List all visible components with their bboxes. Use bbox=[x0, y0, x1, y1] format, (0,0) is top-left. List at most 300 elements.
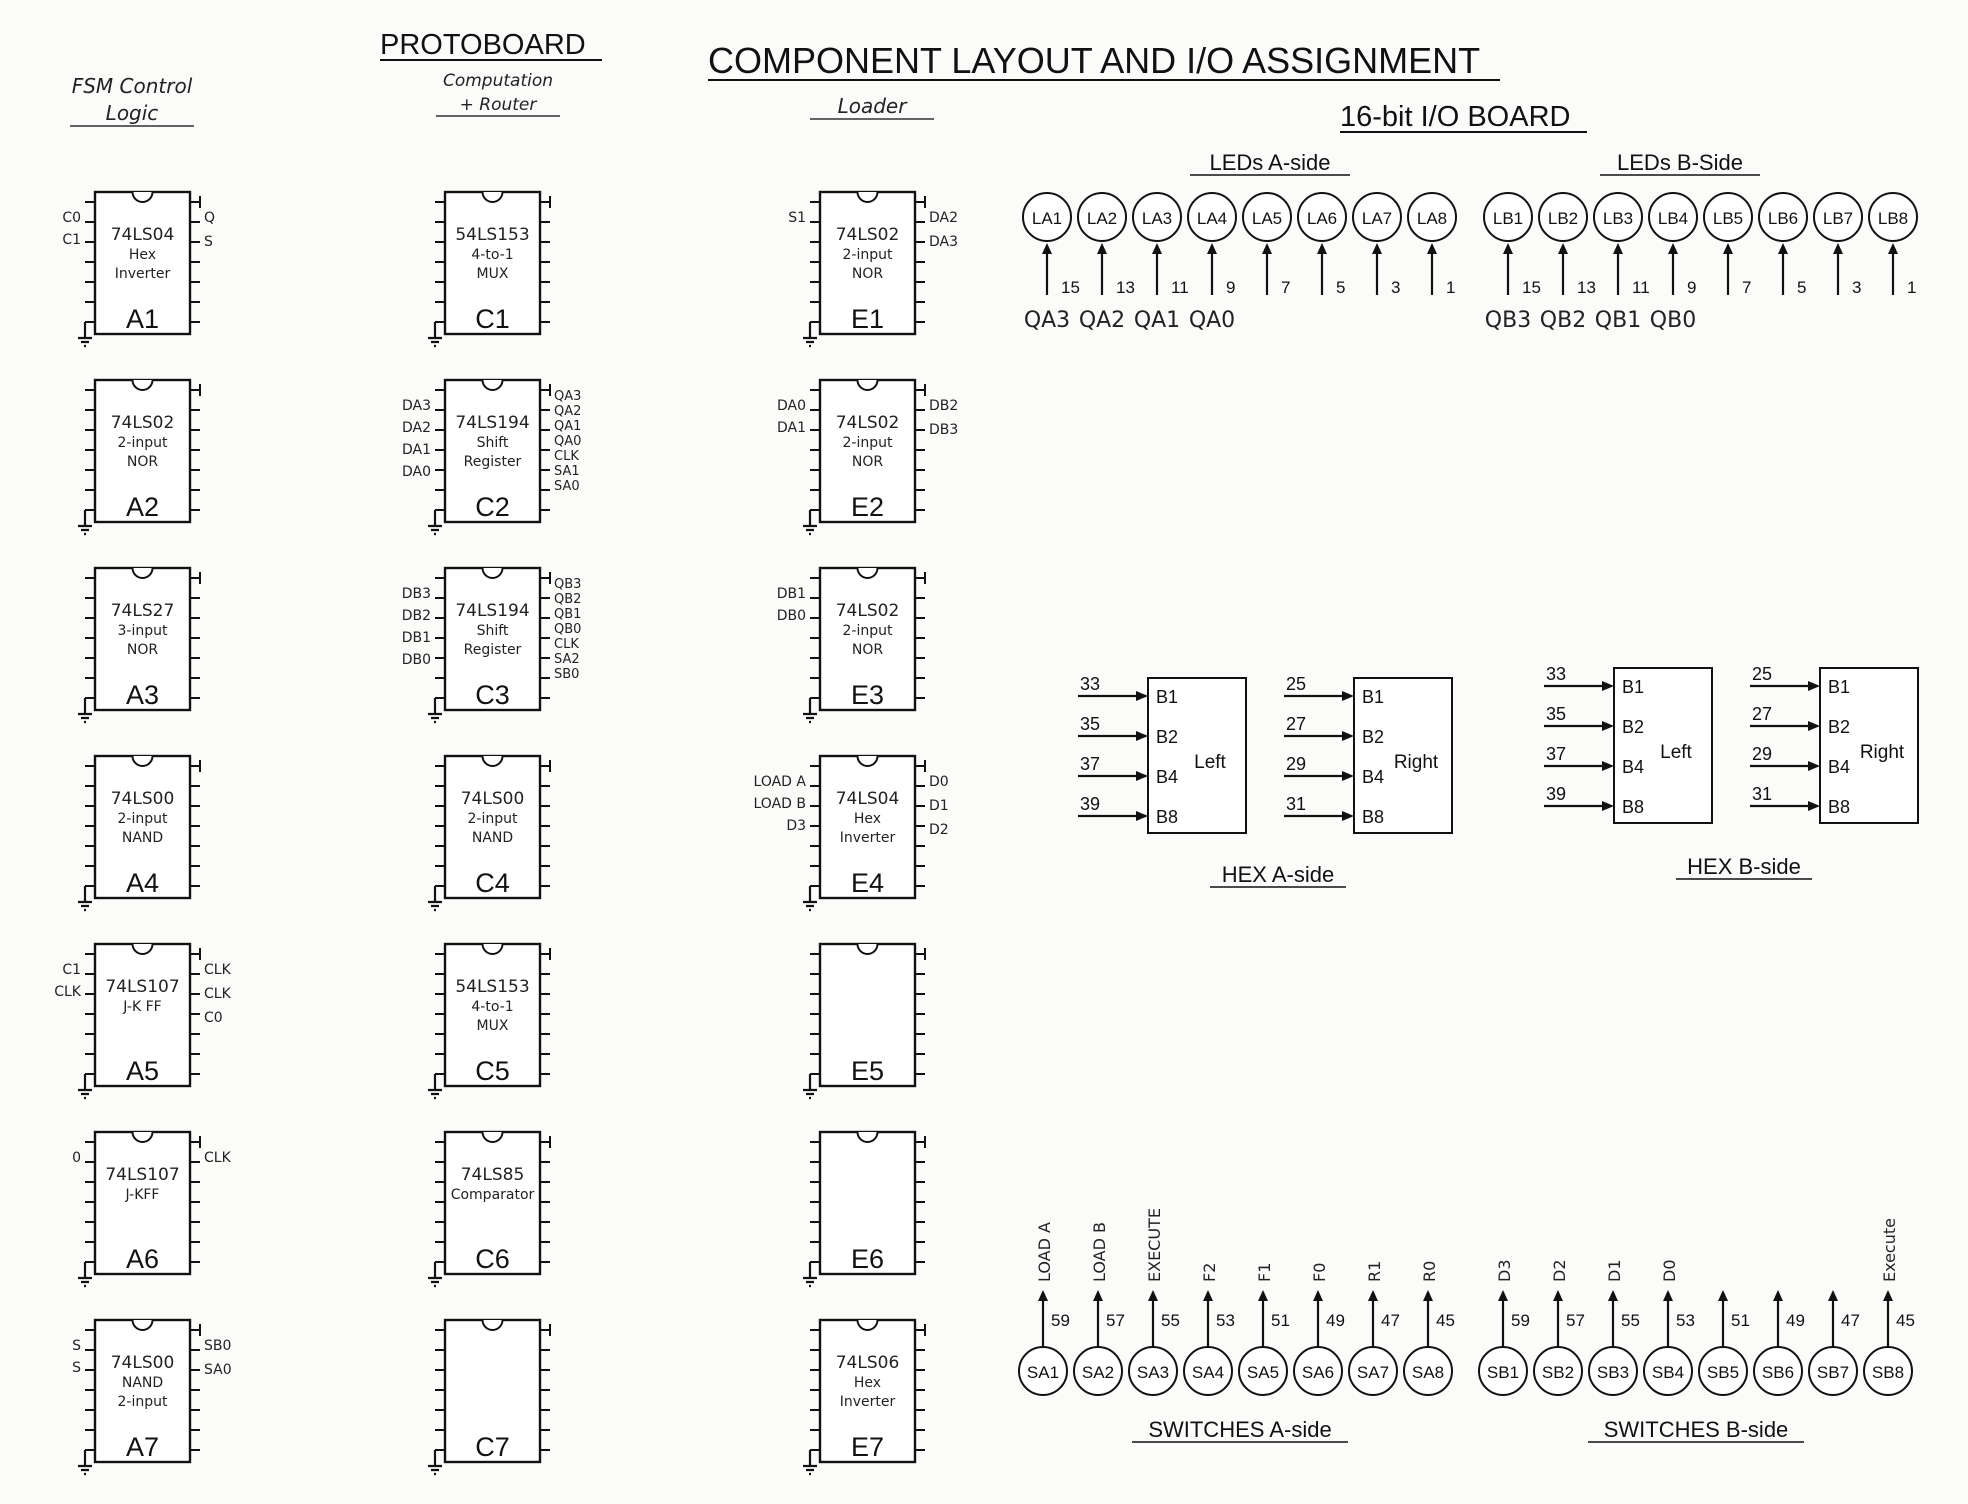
chip-id: A3 bbox=[125, 680, 160, 710]
hex-pin-number: 27 bbox=[1286, 714, 1307, 734]
ground-icon bbox=[803, 698, 817, 722]
ground-icon bbox=[78, 1074, 92, 1098]
hex-pin-number: 33 bbox=[1546, 664, 1567, 684]
chip-left-signal: DA2 bbox=[401, 420, 431, 436]
chip-id: A5 bbox=[125, 1056, 160, 1086]
chip-right-signal: CLK bbox=[204, 986, 231, 1002]
chip-id: E4 bbox=[850, 868, 885, 898]
chip-description: 74LS27 bbox=[110, 601, 175, 621]
led-signal: QB0 bbox=[1649, 308, 1697, 333]
chip-description: 74LS04 bbox=[110, 225, 175, 245]
chip-id: E1 bbox=[850, 304, 885, 334]
chip-left-signal: LOAD B bbox=[753, 796, 806, 812]
switch-signal: R1 bbox=[1365, 1260, 1384, 1282]
hex-pin-number: 25 bbox=[1286, 674, 1307, 694]
chip-description: NOR bbox=[851, 454, 884, 470]
chip-right-signal: D2 bbox=[929, 822, 949, 838]
chip-right-signal: SA0 bbox=[204, 1362, 232, 1378]
hex-display-b-left bbox=[1544, 664, 1712, 823]
switch-pin-number: 51 bbox=[1731, 1311, 1750, 1330]
hex-input-label: B8 bbox=[1622, 797, 1645, 817]
switch-label: SA2 bbox=[1081, 1363, 1115, 1382]
ground-icon bbox=[428, 1450, 442, 1474]
hex-input-label: B1 bbox=[1828, 677, 1851, 697]
led-pin-number: 5 bbox=[1797, 278, 1807, 297]
chip-right-signal: QA2 bbox=[554, 404, 582, 419]
led-signal: QB3 bbox=[1484, 308, 1532, 333]
chip-c1 bbox=[428, 192, 550, 346]
chip-description: 54LS153 bbox=[455, 225, 530, 245]
arrow-up-icon bbox=[1313, 1290, 1323, 1301]
hex-input-label: B8 bbox=[1828, 797, 1851, 817]
chip-description: 54LS153 bbox=[455, 977, 530, 997]
chip-description: Shift bbox=[476, 623, 509, 639]
arrow-right-icon bbox=[1602, 761, 1614, 771]
chip-left-signal: DA0 bbox=[401, 464, 431, 480]
switch-signal: D1 bbox=[1605, 1259, 1624, 1282]
arrow-up-icon bbox=[1372, 243, 1382, 254]
arrow-up-icon bbox=[1833, 243, 1843, 254]
chip-description: Shift bbox=[476, 435, 509, 451]
chip-description: 2-input bbox=[842, 435, 893, 451]
chip-e3 bbox=[777, 568, 925, 722]
arrow-up-icon bbox=[1423, 1290, 1433, 1301]
hex-pin-number: 25 bbox=[1752, 664, 1773, 684]
led-pin-number: 1 bbox=[1907, 278, 1917, 297]
switch-pin-number: 45 bbox=[1896, 1311, 1915, 1330]
ground-icon bbox=[78, 1450, 92, 1474]
hex-pin-number: 27 bbox=[1752, 704, 1773, 724]
chip-description: NAND bbox=[121, 1375, 164, 1391]
led-label: LA8 bbox=[1416, 209, 1448, 228]
chip-right-signal: C0 bbox=[204, 1010, 223, 1026]
led-rows bbox=[1023, 150, 1917, 333]
chip-c5 bbox=[428, 944, 550, 1098]
switch-pin-number: 53 bbox=[1216, 1311, 1235, 1330]
ground-icon bbox=[428, 322, 442, 346]
chip-right-signal: S bbox=[204, 234, 213, 250]
chip-e7 bbox=[803, 1320, 925, 1474]
led-signal: QA1 bbox=[1133, 308, 1181, 333]
chip-left-signal: 0 bbox=[72, 1150, 81, 1166]
chip-left-signal: DB3 bbox=[401, 586, 431, 602]
led-pin-number: 11 bbox=[1632, 278, 1650, 297]
switch-signal: LOAD A bbox=[1035, 1222, 1054, 1282]
arrow-right-icon bbox=[1136, 691, 1148, 701]
column-label-e: Loader bbox=[837, 94, 907, 118]
io-board-heading: 16-bit I/O BOARD bbox=[1340, 101, 1571, 133]
chip-description: 74LS02 bbox=[835, 413, 900, 433]
switch-pin-number: 49 bbox=[1786, 1311, 1805, 1330]
chip-right-signal: QB2 bbox=[554, 592, 582, 607]
chip-left-signal: DA1 bbox=[776, 420, 806, 436]
arrow-up-icon bbox=[1778, 243, 1788, 254]
chip-left-signal: DB0 bbox=[401, 652, 431, 668]
chip-description: MUX bbox=[476, 266, 509, 282]
switch-pin-number: 51 bbox=[1271, 1311, 1290, 1330]
chip-left-signal: LOAD A bbox=[753, 774, 806, 790]
arrow-up-icon bbox=[1427, 243, 1437, 254]
chip-description: NOR bbox=[851, 642, 884, 658]
arrow-up-icon bbox=[1097, 243, 1107, 254]
chip-right-signal: DA3 bbox=[929, 234, 959, 250]
chip-id: C2 bbox=[475, 492, 510, 522]
switch-label: SB4 bbox=[1651, 1363, 1685, 1382]
arrow-up-icon bbox=[1883, 1290, 1893, 1301]
led-label: LA4 bbox=[1196, 209, 1228, 228]
chip-right-signal: CLK bbox=[204, 1150, 231, 1166]
hex-input-label: B2 bbox=[1156, 727, 1179, 747]
chip-description: 74LS00 bbox=[460, 789, 525, 809]
chip-left-signal: C1 bbox=[62, 232, 81, 248]
led-label: LB1 bbox=[1492, 209, 1524, 228]
chip-right-signal: DB3 bbox=[929, 422, 959, 438]
hex-display-name: Left bbox=[1194, 752, 1226, 773]
switch-pin-number: 53 bbox=[1676, 1311, 1695, 1330]
chip-e4 bbox=[754, 756, 949, 910]
arrow-right-icon bbox=[1342, 731, 1354, 741]
hex-pin-number: 35 bbox=[1546, 704, 1567, 724]
hex-input-label: B2 bbox=[1828, 717, 1851, 737]
led-pin-number: 11 bbox=[1171, 278, 1189, 297]
chip-right-signal: QB3 bbox=[554, 577, 582, 592]
led-pin-number: 1 bbox=[1446, 278, 1456, 297]
arrow-up-icon bbox=[1663, 1290, 1673, 1301]
led-label: LA1 bbox=[1031, 209, 1063, 228]
switch-pin-number: 59 bbox=[1051, 1311, 1070, 1330]
switch-label: SA7 bbox=[1356, 1363, 1390, 1382]
hex-input-label: B4 bbox=[1828, 757, 1851, 777]
ground-icon bbox=[428, 1074, 442, 1098]
switch-label: SA3 bbox=[1136, 1363, 1170, 1382]
chip-id: E5 bbox=[850, 1056, 885, 1086]
chip-description: 74LS02 bbox=[835, 601, 900, 621]
chip-right-signal: D1 bbox=[929, 798, 949, 814]
chip-description: J-KFF bbox=[125, 1187, 160, 1203]
chip-description: Register bbox=[463, 642, 522, 658]
chip-description: Comparator bbox=[450, 1187, 535, 1203]
switch-signal: D3 bbox=[1495, 1259, 1514, 1282]
switch-signal: F0 bbox=[1310, 1262, 1329, 1282]
chip-description: Inverter bbox=[839, 830, 896, 846]
arrow-right-icon bbox=[1136, 771, 1148, 781]
chip-id: C6 bbox=[475, 1244, 510, 1274]
switch-pin-number: 47 bbox=[1381, 1311, 1400, 1330]
switch-label: SA8 bbox=[1411, 1363, 1445, 1382]
switch-pin-number: 55 bbox=[1621, 1311, 1640, 1330]
column-label-c: + Router bbox=[459, 95, 537, 115]
arrow-right-icon bbox=[1808, 801, 1820, 811]
chip-right-signal: Q bbox=[204, 210, 216, 226]
led-label: LB8 bbox=[1877, 209, 1909, 228]
chip-right-signal: SA0 bbox=[554, 479, 580, 494]
ground-icon bbox=[78, 1262, 92, 1286]
chip-right-signal: QB1 bbox=[554, 607, 582, 622]
chip-left-signal: C1 bbox=[62, 962, 81, 978]
switch-signal: Execute bbox=[1880, 1218, 1899, 1282]
led-row-label: LEDs A-side bbox=[1209, 150, 1331, 175]
hex-side-label: HEX B-side bbox=[1687, 854, 1801, 879]
chip-description: MUX bbox=[476, 1018, 509, 1034]
ground-icon bbox=[428, 510, 442, 534]
column-label-a: FSM Control bbox=[71, 74, 193, 98]
arrow-up-icon bbox=[1503, 243, 1513, 254]
chip-left-signal: DB1 bbox=[401, 630, 431, 646]
ground-icon bbox=[428, 698, 442, 722]
arrow-right-icon bbox=[1808, 721, 1820, 731]
chip-description: 2-input bbox=[842, 623, 893, 639]
chip-id: A1 bbox=[125, 304, 160, 334]
chip-right-signal: QB0 bbox=[554, 622, 582, 637]
ground-icon bbox=[803, 510, 817, 534]
arrow-up-icon bbox=[1773, 1290, 1783, 1301]
arrow-right-icon bbox=[1342, 811, 1354, 821]
chip-description: 2-input bbox=[117, 1394, 168, 1410]
switch-signal: R0 bbox=[1420, 1260, 1439, 1282]
chip-c7 bbox=[428, 1320, 550, 1474]
chip-left-signal: DB2 bbox=[401, 608, 431, 624]
arrow-right-icon bbox=[1136, 811, 1148, 821]
chip-description: J-K FF bbox=[123, 999, 162, 1015]
arrow-up-icon bbox=[1148, 1290, 1158, 1301]
switch-signal: LOAD B bbox=[1090, 1222, 1109, 1282]
chip-id: A6 bbox=[125, 1244, 160, 1274]
arrow-right-icon bbox=[1808, 681, 1820, 691]
chip-right-signal: QA1 bbox=[554, 419, 582, 434]
led-signal: QA3 bbox=[1023, 308, 1071, 333]
led-pin-number: 3 bbox=[1852, 278, 1862, 297]
switch-signal: EXECUTE bbox=[1145, 1208, 1164, 1282]
switch-label: SA6 bbox=[1301, 1363, 1335, 1382]
hex-display-a-left bbox=[1078, 674, 1246, 833]
arrow-right-icon bbox=[1602, 721, 1614, 731]
chip-description: Inverter bbox=[114, 266, 171, 282]
chip-left-signal: S bbox=[72, 1360, 81, 1376]
led-row-b bbox=[1484, 150, 1917, 333]
chip-description: 74LS04 bbox=[835, 789, 900, 809]
hex-pin-number: 37 bbox=[1546, 744, 1567, 764]
page-title: COMPONENT LAYOUT AND I/O ASSIGNMENT bbox=[708, 40, 1481, 81]
chip-id: C4 bbox=[475, 868, 510, 898]
switch-row-label: SWITCHES B-side bbox=[1603, 1417, 1789, 1442]
led-pin-number: 7 bbox=[1742, 278, 1752, 297]
hex-display-b-right bbox=[1750, 664, 1918, 823]
chip-left-signal: D3 bbox=[786, 818, 806, 834]
chip-left-signal: CLK bbox=[54, 984, 81, 1000]
hex-side-label: HEX A-side bbox=[1221, 862, 1335, 887]
switch-pin-number: 47 bbox=[1841, 1311, 1860, 1330]
chip-c6 bbox=[428, 1132, 550, 1286]
arrow-up-icon bbox=[1828, 1290, 1838, 1301]
chip-left-signal: DA0 bbox=[776, 398, 806, 414]
chip-left-signal: DB0 bbox=[776, 608, 806, 624]
chip-description: 74LS02 bbox=[110, 413, 175, 433]
hex-input-label: B4 bbox=[1622, 757, 1645, 777]
chip-c3 bbox=[402, 568, 582, 722]
chip-right-signal: CLK bbox=[554, 449, 579, 464]
led-pin-number: 15 bbox=[1061, 278, 1080, 297]
chip-id: C3 bbox=[475, 680, 510, 710]
switch-label: SB5 bbox=[1706, 1363, 1740, 1382]
chip-c4 bbox=[428, 756, 550, 910]
led-label: LA3 bbox=[1141, 209, 1173, 228]
arrow-up-icon bbox=[1152, 243, 1162, 254]
chip-description: 2-input bbox=[467, 811, 518, 827]
ground-icon bbox=[803, 1074, 817, 1098]
chip-description: 74LS107 bbox=[105, 977, 180, 997]
switch-signal: D0 bbox=[1660, 1259, 1679, 1282]
arrow-up-icon bbox=[1608, 1290, 1618, 1301]
hex-pin-number: 29 bbox=[1286, 754, 1307, 774]
hex-pin-number: 39 bbox=[1546, 784, 1567, 804]
chip-e5 bbox=[803, 944, 925, 1098]
chip-left-signal: DA1 bbox=[401, 442, 431, 458]
chip-description: 2-input bbox=[842, 247, 893, 263]
switch-row-b bbox=[1479, 1218, 1915, 1442]
chip-description: 74LS00 bbox=[110, 1353, 175, 1373]
chip-description: 3-input bbox=[117, 623, 168, 639]
chip-description: 4-to-1 bbox=[471, 247, 514, 263]
led-label: LA5 bbox=[1251, 209, 1283, 228]
arrow-up-icon bbox=[1262, 243, 1272, 254]
chip-e2 bbox=[777, 380, 958, 534]
led-row-a bbox=[1023, 150, 1456, 333]
chip-description: NOR bbox=[851, 266, 884, 282]
hex-input-label: B2 bbox=[1362, 727, 1385, 747]
led-label: LB5 bbox=[1712, 209, 1744, 228]
switch-pin-number: 57 bbox=[1106, 1311, 1125, 1330]
hex-pin-number: 31 bbox=[1286, 794, 1307, 814]
ground-icon bbox=[78, 322, 92, 346]
chip-right-signal: D0 bbox=[929, 774, 949, 790]
arrow-up-icon bbox=[1498, 1290, 1508, 1301]
arrow-up-icon bbox=[1888, 243, 1898, 254]
chip-left-signal: C0 bbox=[62, 210, 81, 226]
led-signal: QA0 bbox=[1188, 308, 1236, 333]
chip-id: E7 bbox=[850, 1432, 885, 1462]
switch-label: SA1 bbox=[1026, 1363, 1060, 1382]
switch-row-a bbox=[1019, 1208, 1455, 1442]
arrow-up-icon bbox=[1317, 243, 1327, 254]
hex-input-label: B8 bbox=[1362, 807, 1385, 827]
chip-description: 74LS00 bbox=[110, 789, 175, 809]
hex-input-label: B1 bbox=[1362, 687, 1385, 707]
chip-description: NOR bbox=[126, 642, 159, 658]
chip-id: E6 bbox=[850, 1244, 885, 1274]
chip-a5 bbox=[54, 944, 231, 1098]
column-label-a: Logic bbox=[105, 101, 159, 125]
switch-pin-number: 59 bbox=[1511, 1311, 1530, 1330]
led-label: LA2 bbox=[1086, 209, 1118, 228]
arrow-up-icon bbox=[1718, 1290, 1728, 1301]
led-signal: QA2 bbox=[1078, 308, 1126, 333]
chip-columns bbox=[54, 192, 958, 1474]
switch-signal: F2 bbox=[1200, 1262, 1219, 1282]
hex-input-label: B1 bbox=[1156, 687, 1179, 707]
hex-pin-number: 39 bbox=[1080, 794, 1101, 814]
hex-input-label: B4 bbox=[1362, 767, 1385, 787]
arrow-up-icon bbox=[1207, 243, 1217, 254]
led-pin-number: 9 bbox=[1687, 278, 1697, 297]
chip-left-signal: DB1 bbox=[776, 586, 806, 602]
chip-description: Hex bbox=[128, 247, 157, 263]
chip-description: Inverter bbox=[839, 1394, 896, 1410]
ground-icon bbox=[78, 510, 92, 534]
chip-description: NAND bbox=[121, 830, 164, 846]
switch-label: SB3 bbox=[1596, 1363, 1630, 1382]
switch-label: SA5 bbox=[1246, 1363, 1280, 1382]
chip-description: 74LS107 bbox=[105, 1165, 180, 1185]
switch-rows bbox=[1019, 1208, 1915, 1442]
switch-pin-number: 49 bbox=[1326, 1311, 1345, 1330]
arrow-up-icon bbox=[1553, 1290, 1563, 1301]
hex-input-label: B4 bbox=[1156, 767, 1179, 787]
switch-label: SB2 bbox=[1541, 1363, 1575, 1382]
chip-description: 4-to-1 bbox=[471, 999, 514, 1015]
led-label: LB4 bbox=[1657, 209, 1689, 228]
led-pin-number: 3 bbox=[1391, 278, 1401, 297]
led-signal: QB2 bbox=[1539, 308, 1587, 333]
chip-right-signal: SB0 bbox=[204, 1338, 232, 1354]
ground-icon bbox=[78, 886, 92, 910]
led-label: LB2 bbox=[1547, 209, 1579, 228]
hex-display-a-right bbox=[1284, 674, 1452, 833]
switch-label: SA4 bbox=[1191, 1363, 1225, 1382]
chip-description: 74LS02 bbox=[835, 225, 900, 245]
led-pin-number: 7 bbox=[1281, 278, 1291, 297]
chip-a4 bbox=[78, 756, 200, 910]
hex-input-label: B1 bbox=[1622, 677, 1645, 697]
switch-label: SB7 bbox=[1816, 1363, 1850, 1382]
column-label-c: Computation bbox=[442, 71, 554, 91]
led-label: LB6 bbox=[1767, 209, 1799, 228]
hex-pin-number: 37 bbox=[1080, 754, 1101, 774]
switch-pin-number: 55 bbox=[1161, 1311, 1180, 1330]
led-label: LB3 bbox=[1602, 209, 1634, 228]
arrow-right-icon bbox=[1342, 691, 1354, 701]
arrow-up-icon bbox=[1368, 1290, 1378, 1301]
chip-c2 bbox=[402, 380, 581, 534]
led-label: LA7 bbox=[1361, 209, 1393, 228]
chip-description: 74LS194 bbox=[455, 413, 530, 433]
switch-row-label: SWITCHES A-side bbox=[1148, 1417, 1332, 1442]
ground-icon bbox=[78, 698, 92, 722]
chip-description: 74LS06 bbox=[835, 1353, 900, 1373]
chip-right-signal: CLK bbox=[204, 962, 231, 978]
led-label: LB7 bbox=[1822, 209, 1854, 228]
chip-id: E2 bbox=[850, 492, 885, 522]
hex-display-name: Right bbox=[1393, 752, 1439, 773]
ground-icon bbox=[428, 886, 442, 910]
arrow-right-icon bbox=[1342, 771, 1354, 781]
chip-description: 74LS194 bbox=[455, 601, 530, 621]
chip-description: NOR bbox=[126, 454, 159, 470]
chip-right-signal: DA2 bbox=[929, 210, 959, 226]
led-pin-number: 15 bbox=[1522, 278, 1541, 297]
led-label: LA6 bbox=[1306, 209, 1338, 228]
arrow-up-icon bbox=[1042, 243, 1052, 254]
chip-right-signal: SB0 bbox=[554, 667, 580, 682]
arrow-up-icon bbox=[1093, 1290, 1103, 1301]
arrow-right-icon bbox=[1602, 681, 1614, 691]
hex-input-label: B8 bbox=[1156, 807, 1179, 827]
chip-description: 2-input bbox=[117, 811, 168, 827]
arrow-up-icon bbox=[1558, 243, 1568, 254]
arrow-right-icon bbox=[1602, 801, 1614, 811]
chip-a2 bbox=[78, 380, 200, 534]
chip-left-signal: S1 bbox=[788, 210, 806, 226]
led-row-label: LEDs B-Side bbox=[1617, 150, 1743, 175]
